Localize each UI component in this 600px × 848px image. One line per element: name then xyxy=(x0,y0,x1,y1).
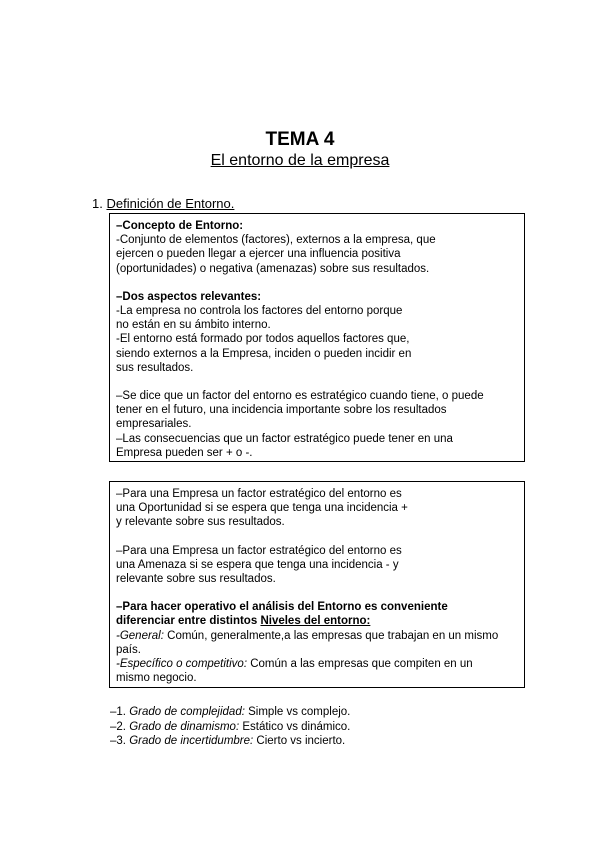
box-heading: –Concepto de Entorno: xyxy=(116,220,244,232)
box-heading-text: –Para hacer operativo el análisis del Entorno es conveniente diferenciar entre distintos xyxy=(116,601,448,628)
list-separator: : xyxy=(250,735,254,747)
section-heading xyxy=(92,196,234,211)
box-paragraph: –Se dice que un factor del entorno es estratégico cuando tiene, o puede tener en el futuro, una incidencia importante sobre los resultados empresariales. –Las consecuencias que un factor estratégico puede tener en una Empresa pueden ser + o -. xyxy=(116,390,484,459)
section-number: 1. xyxy=(92,196,103,211)
list-number: –2. xyxy=(110,720,126,733)
list-text: Estático vs dinámico. xyxy=(239,720,351,733)
box-paragraph xyxy=(116,657,518,685)
list-item xyxy=(110,734,350,749)
list-text: Cierto vs incierto. xyxy=(253,735,346,747)
strategic-factor-box xyxy=(109,481,525,688)
list-label: Grado de dinamismo xyxy=(129,720,236,733)
list-label: Grado de complejidad xyxy=(129,706,242,718)
list-text: Simple vs complejo. xyxy=(244,706,351,718)
list-number: –1. xyxy=(110,706,126,718)
level-text: Común a las empresas que compiten en un mismo negocio. xyxy=(116,658,473,685)
page-title: TEMA 4 xyxy=(265,129,335,150)
box-paragraph xyxy=(116,629,518,657)
list-item xyxy=(110,705,350,720)
list-label: Grado de incertidumbre xyxy=(129,735,251,747)
level-label: -Específico o competitivo: xyxy=(116,658,248,671)
dimension-list xyxy=(110,705,350,749)
box-heading-underlined: Niveles del entorno: xyxy=(260,615,371,628)
box-paragraph: -La empresa no controla los factores del entorno porque no están en su ámbito interno. -El entorno está formado por todos aquellos factores que, siendo externos a la Empresa, inciden o pueden incidir en sus resultados. xyxy=(116,305,412,374)
section-label: Definición de Entorno. xyxy=(106,196,235,211)
box-paragraph: –Para una Empresa un factor estratégico del entorno es una Amenaza si se espera que tenga una incidencia - y relevante sobre sus resultados. xyxy=(116,544,402,586)
box-paragraph: –Para una Empresa un factor estratégico del entorno es una Oportunidad si se espera que tenga una incidencia + y relevante sobre sus resultados. xyxy=(116,488,408,529)
level-label: -General: xyxy=(116,629,164,642)
page-subtitle: El entorno de la empresa xyxy=(210,152,390,169)
list-separator: : xyxy=(235,720,240,733)
level-text: Común, generalmente,a las empresas que trabajan en un mismo país. xyxy=(116,629,499,656)
list-number: –3. xyxy=(110,735,126,747)
box-heading: –Dos aspectos relevantes: xyxy=(116,290,262,303)
list-item xyxy=(110,720,350,735)
definition-box xyxy=(109,213,525,462)
list-separator: : xyxy=(241,706,245,718)
box-heading xyxy=(116,600,518,628)
box-paragraph: -Conjunto de elementos (factores), externos a la empresa, que ejercen o pueden llegar a ejercer una influencia positiva (oportunidades) o negativa (amenazas) sobre sus resultados. xyxy=(116,234,436,275)
